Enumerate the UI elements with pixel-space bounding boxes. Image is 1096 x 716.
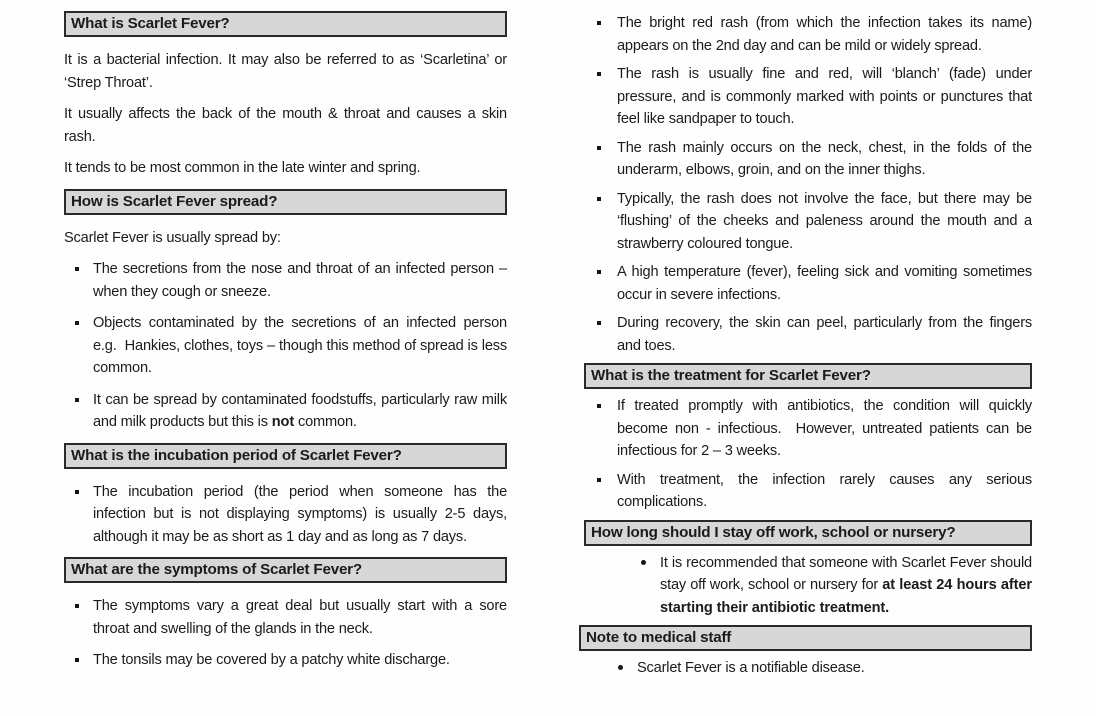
- text-run: It is a bacterial infection. It may also be referred to as ‘Scarletina’ or ‘Strep Throat’.: [64, 52, 507, 91]
- text-run: The rash is usually fine and red, will ‘blanch’ (fade) under pressure, and is commonly marked with points or punctures that feel like sandpaper to touch.: [617, 66, 1032, 127]
- section-header-label: How long should I stay off work, school or nursery?: [591, 523, 956, 541]
- text-run: A high temperature (fever), feeling sick and vomiting sometimes occur in severe infections.: [617, 264, 1032, 303]
- bullet-square-marker: [75, 658, 79, 662]
- bullet-square-marker: [75, 267, 79, 271]
- bullet-square-marker: [597, 404, 601, 408]
- text-run: It can be spread by contaminated foodstuffs, particularly raw milk and milk products but this is not common.: [93, 391, 507, 430]
- bullet-square-marker: [75, 321, 79, 325]
- text-run: The secretions from the nose and throat of an infected person – when they cough or sneeze.: [93, 261, 507, 300]
- text-run: During recovery, the skin can peel, particularly from the fingers and toes.: [617, 315, 1032, 354]
- bullet-square-marker: [75, 490, 79, 494]
- text-run: It usually affects the back of the mouth & throat and causes a skin rash.: [64, 106, 507, 145]
- bullet-disc-marker: [618, 665, 623, 670]
- text-run: Scarlet Fever is a notifiable disease.: [637, 660, 865, 676]
- section-header: [64, 557, 507, 583]
- bullet-square-marker: [597, 21, 601, 25]
- bullet-item: [584, 137, 1032, 182]
- text-run: With treatment, the infection rarely causes any serious complications.: [617, 471, 1032, 510]
- text-run: It is recommended that someone with Scarlet Fever should stay off work, school or nursery for at least 24 hours after starting their antibiotic treatment.: [660, 554, 1032, 616]
- bullet-item: [64, 595, 507, 640]
- bullet-square-marker: [75, 604, 79, 608]
- text-run: The tonsils may be covered by a patchy white discharge.: [93, 652, 450, 668]
- bullet-item: [64, 649, 507, 672]
- section-header: [64, 189, 507, 215]
- text-run: It tends to be most common in the late winter and spring.: [64, 160, 421, 176]
- bullet-item: [64, 258, 507, 303]
- section-header: [64, 11, 507, 37]
- section-header: [584, 520, 1032, 546]
- bullet-square-marker: [597, 197, 601, 201]
- section-header-label: Note to medical staff: [586, 629, 732, 646]
- paragraph: [64, 103, 507, 148]
- text-run: The symptoms vary a great deal but usually start with a sore throat and swelling of the glands in the neck.: [93, 598, 507, 637]
- bullet-square-marker: [597, 270, 601, 274]
- bullet-item: [584, 657, 1032, 680]
- bullet-disc-marker: [641, 560, 646, 565]
- paragraph: [64, 49, 507, 94]
- text-run: If treated promptly with antibiotics, the condition will quickly become non - infectious. However, untreated patients can be infectious for 2 – 3 weeks.: [617, 398, 1032, 459]
- section-header: [579, 625, 1032, 651]
- text-run: Objects contaminated by the secretions of an infected person e.g. Hankies, clothes, toys – though this method of spread is less common.: [93, 315, 507, 376]
- bullet-square-marker: [597, 321, 601, 325]
- bullet-item: [584, 552, 1032, 620]
- text-run: Scarlet Fever is usually spread by:: [64, 229, 281, 246]
- text-run: The bright red rash (from which the infection takes its name) appears on the 2nd day and can be mild or widely spread.: [617, 15, 1032, 54]
- bullet-item: [584, 12, 1032, 57]
- section-header-label: What is the treatment for Scarlet Fever?: [591, 367, 871, 384]
- section-header-label: How is Scarlet Fever spread?: [71, 192, 278, 210]
- bullet-item: [584, 469, 1032, 514]
- right-column: [584, 0, 1032, 686]
- section-header-label: What are the symptoms of Scarlet Fever?: [71, 561, 362, 578]
- paragraph: [64, 227, 507, 250]
- paragraph: [64, 157, 507, 180]
- bullet-square-marker: [597, 478, 601, 482]
- bullet-item: [584, 395, 1032, 463]
- text-run: The rash mainly occurs on the neck, chest, in the folds of the underarm, elbows, groin, and on the inner thighs.: [617, 139, 1032, 178]
- bullet-item: [64, 481, 507, 549]
- bullet-square-marker: [597, 146, 601, 150]
- text-run: Typically, the rash does not involve the face, but there may be ‘flushing’ of the cheeks and paleness around the mouth and a strawberry coloured tongue.: [617, 190, 1032, 252]
- bullet-item: [584, 188, 1032, 256]
- bullet-item: [64, 389, 507, 434]
- left-column: [64, 0, 507, 681]
- bullet-item: [584, 261, 1032, 306]
- section-header: [64, 443, 507, 469]
- bullet-square-marker: [597, 72, 601, 76]
- bullet-item: [64, 312, 507, 380]
- bullet-item: [584, 63, 1032, 131]
- bullet-item: [584, 312, 1032, 357]
- text-run: The incubation period (the period when someone has the infection but is not displaying symptoms) is usually 2-5 days, although it may be as short as 1 day and as long as 7 days.: [93, 483, 507, 545]
- bullet-square-marker: [75, 398, 79, 402]
- section-header-label: What is the incubation period of Scarlet Fever?: [71, 446, 402, 464]
- section-header: [584, 363, 1032, 389]
- section-header-label: What is Scarlet Fever?: [71, 15, 230, 32]
